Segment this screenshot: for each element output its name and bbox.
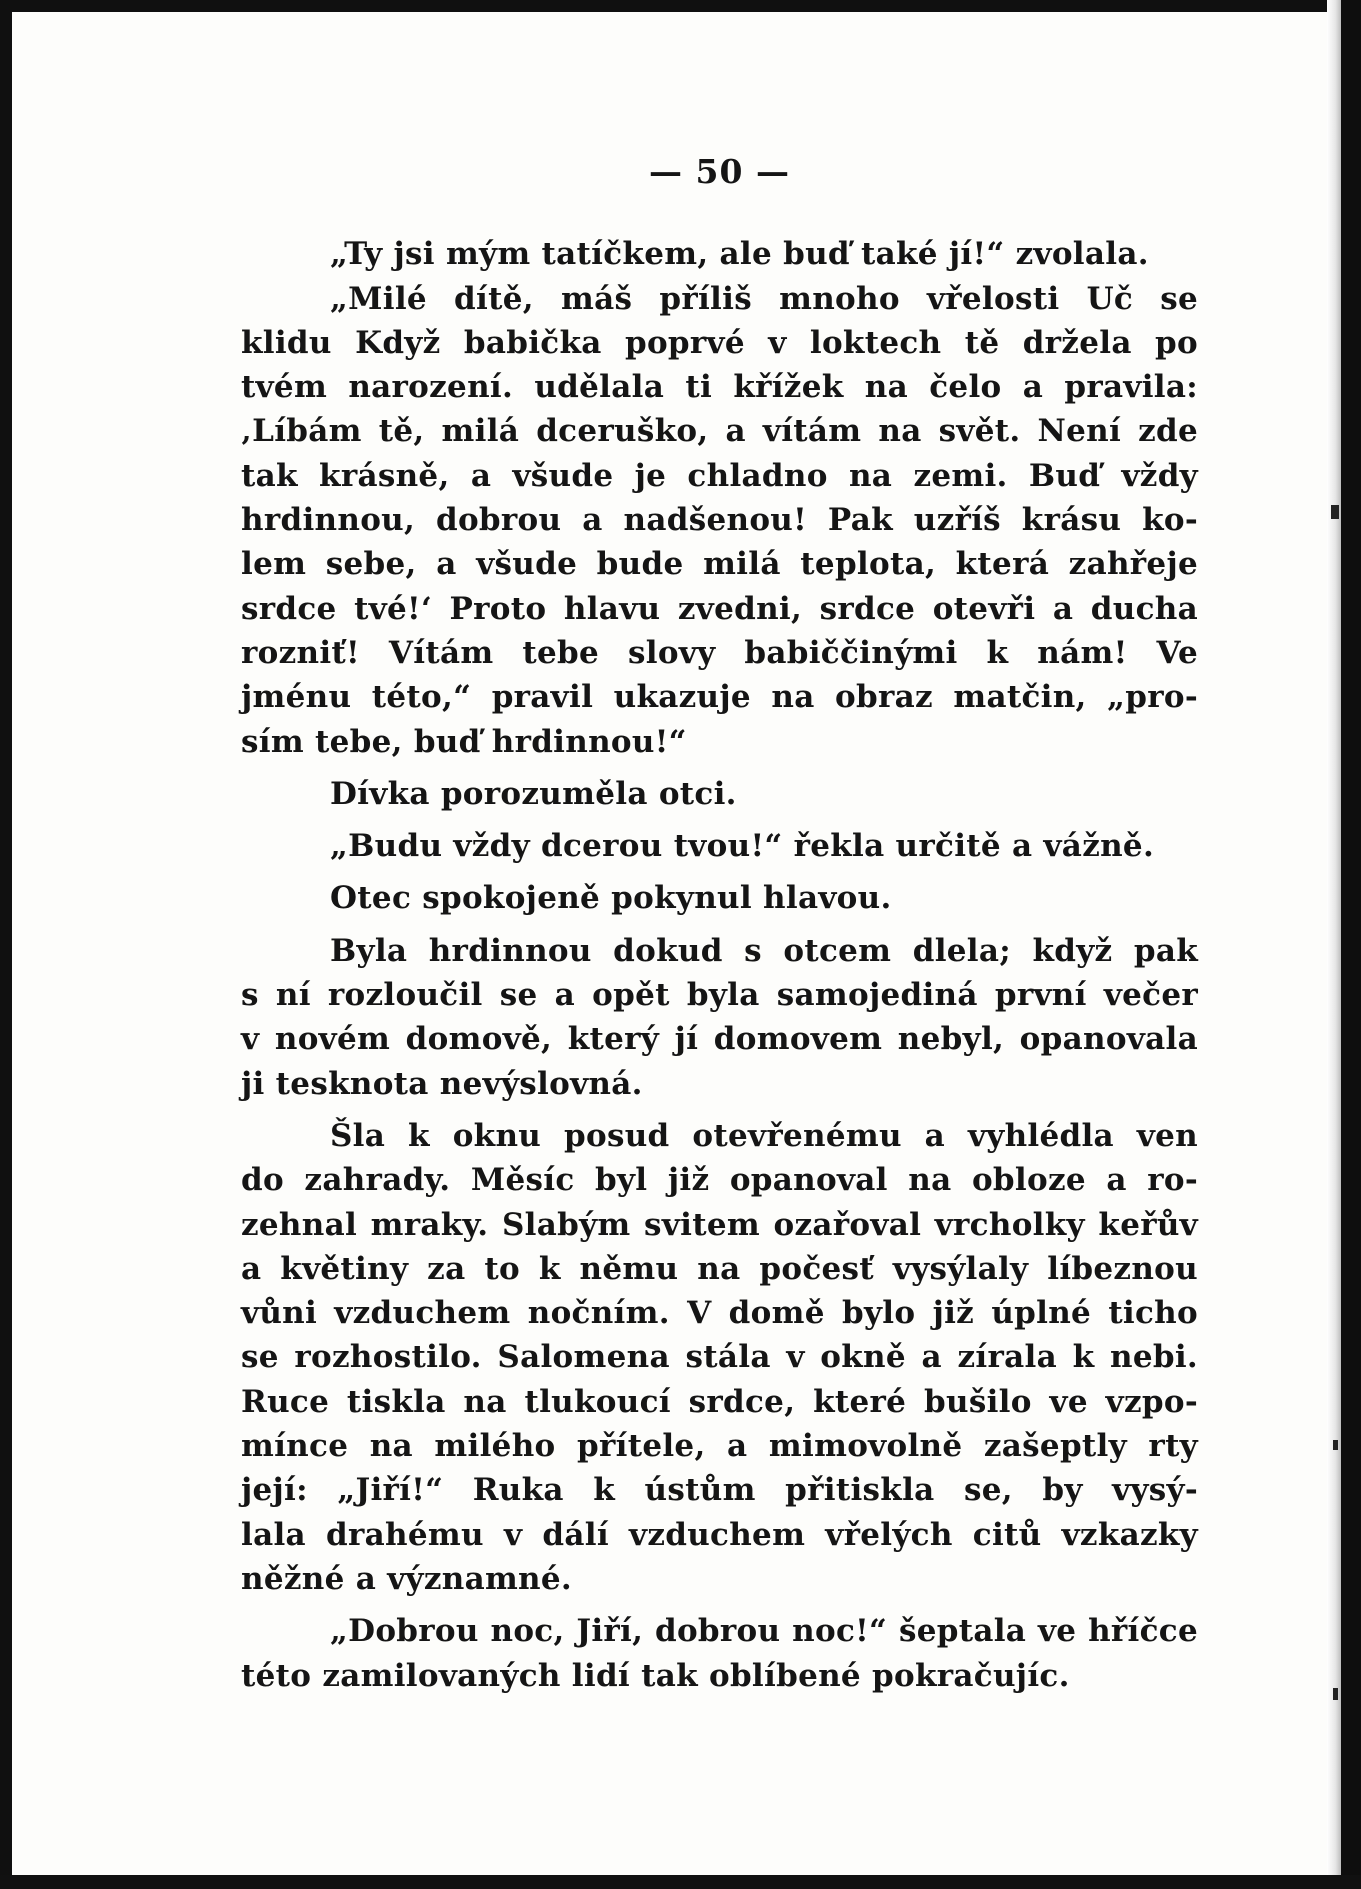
scan-border-bottom [0,1875,1361,1889]
paragraph [241,232,1198,276]
text-line: ‚Líbám tě, milá dceruško, a vítám na svět. Není zde [241,413,1198,450]
text-line: Dívka porozuměla otci. [330,775,737,812]
text-line: jménu této,“ pravil ukazuje na obraz matčin, „pro- [241,679,1198,716]
page-body [241,150,1198,1698]
text-line: něžné a významné. [241,1560,573,1597]
paragraph [241,1609,1198,1698]
page-edge-shadow [1327,0,1341,1889]
text-line: lem sebe, a všude bude milá teplota, která zahřeje [241,546,1198,583]
paragraph [241,929,1198,1106]
paragraph [241,277,1198,764]
text-line: klidu Když babička poprvé v loktech tě držela po [241,324,1198,361]
text-line: tvém narození. udělala ti křížek na čelo a pravila: [241,369,1198,406]
text-line: Ruce tiskla na tlukoucí srdce, které bušilo ve vzpo- [241,1383,1198,1420]
margin-speck [1331,505,1339,519]
margin-speck [1333,1688,1338,1700]
text-line: lala drahému v dálí vzduchem vřelých citů vzkazky [241,1516,1198,1553]
scan-border-left [0,0,12,1889]
scan-border-right [1341,0,1361,1889]
paragraph [241,772,1198,816]
scan-border-top [0,0,1361,12]
text-line: „Budu vždy dcerou tvou!“ řekla určitě a vážně. [330,828,1155,865]
text-line: sím tebe, buď hrdinnou!“ [241,723,687,760]
text-line: do zahrady. Měsíc byl již opanoval na obloze a ro- [241,1162,1198,1199]
paragraph [241,876,1198,920]
text-line: hrdinnou, dobrou a nadšenou! Pak uzříš krásu ko- [241,502,1198,539]
text-line: „Ty jsi mým tatíčkem, ale buď také jí!“ zvolala. [330,236,1149,273]
text-line: „Dobrou noc, Jiří, dobrou noc!“ šeptala ve hříčce [330,1613,1198,1650]
text-line: Šla k oknu posud otevřenému a vyhlédla ven [330,1117,1198,1154]
text-line: a květiny za to k němu na počesť vysýlaly líbeznou [241,1250,1198,1287]
text-line: se rozhostilo. Salomena stála v okně a zírala k nebi. [241,1339,1198,1376]
paragraph [241,824,1198,868]
page-number: — 50 — [649,152,790,191]
text-line: ji tesknota nevýslovná. [241,1065,643,1102]
text-line: srdce tvé!‘ Proto hlavu zvedni, srdce otevři a ducha [241,590,1198,627]
text-line: zehnal mraky. Slabým svitem ozařoval vrcholky keřův [241,1206,1198,1243]
margin-speck [1333,1440,1338,1450]
text-line: její: „Jiří!“ Ruka k ústům přitiskla se, by vysý- [241,1472,1198,1509]
text-line: Otec spokojeně pokynul hlavou. [330,880,892,917]
text-line: vůni vzduchem nočním. V domě bylo již úplné ticho [241,1295,1198,1332]
text-line: této zamilovaných lidí tak oblíbené pokračujíc. [241,1657,1070,1694]
text-line: tak krásně, a všude je chladno na zemi. Buď vždy [241,457,1198,494]
text-line: mínce na milého přítele, a mimovolně zašeptly rty [241,1428,1198,1465]
text-line: s ní rozloučil se a opět byla samojediná první večer [241,977,1198,1014]
paragraph [241,1114,1198,1601]
text-line: v novém domově, který jí domovem nebyl, opanovala [241,1021,1198,1058]
text-line: rozniť! Vítám tebe slovy babiččinými k nám! Ve [241,634,1198,671]
text-line: „Milé dítě, máš příliš mnoho vřelosti Uč se [330,280,1198,317]
text-line: Byla hrdinnou dokud s otcem dlela; když pak [330,932,1198,969]
